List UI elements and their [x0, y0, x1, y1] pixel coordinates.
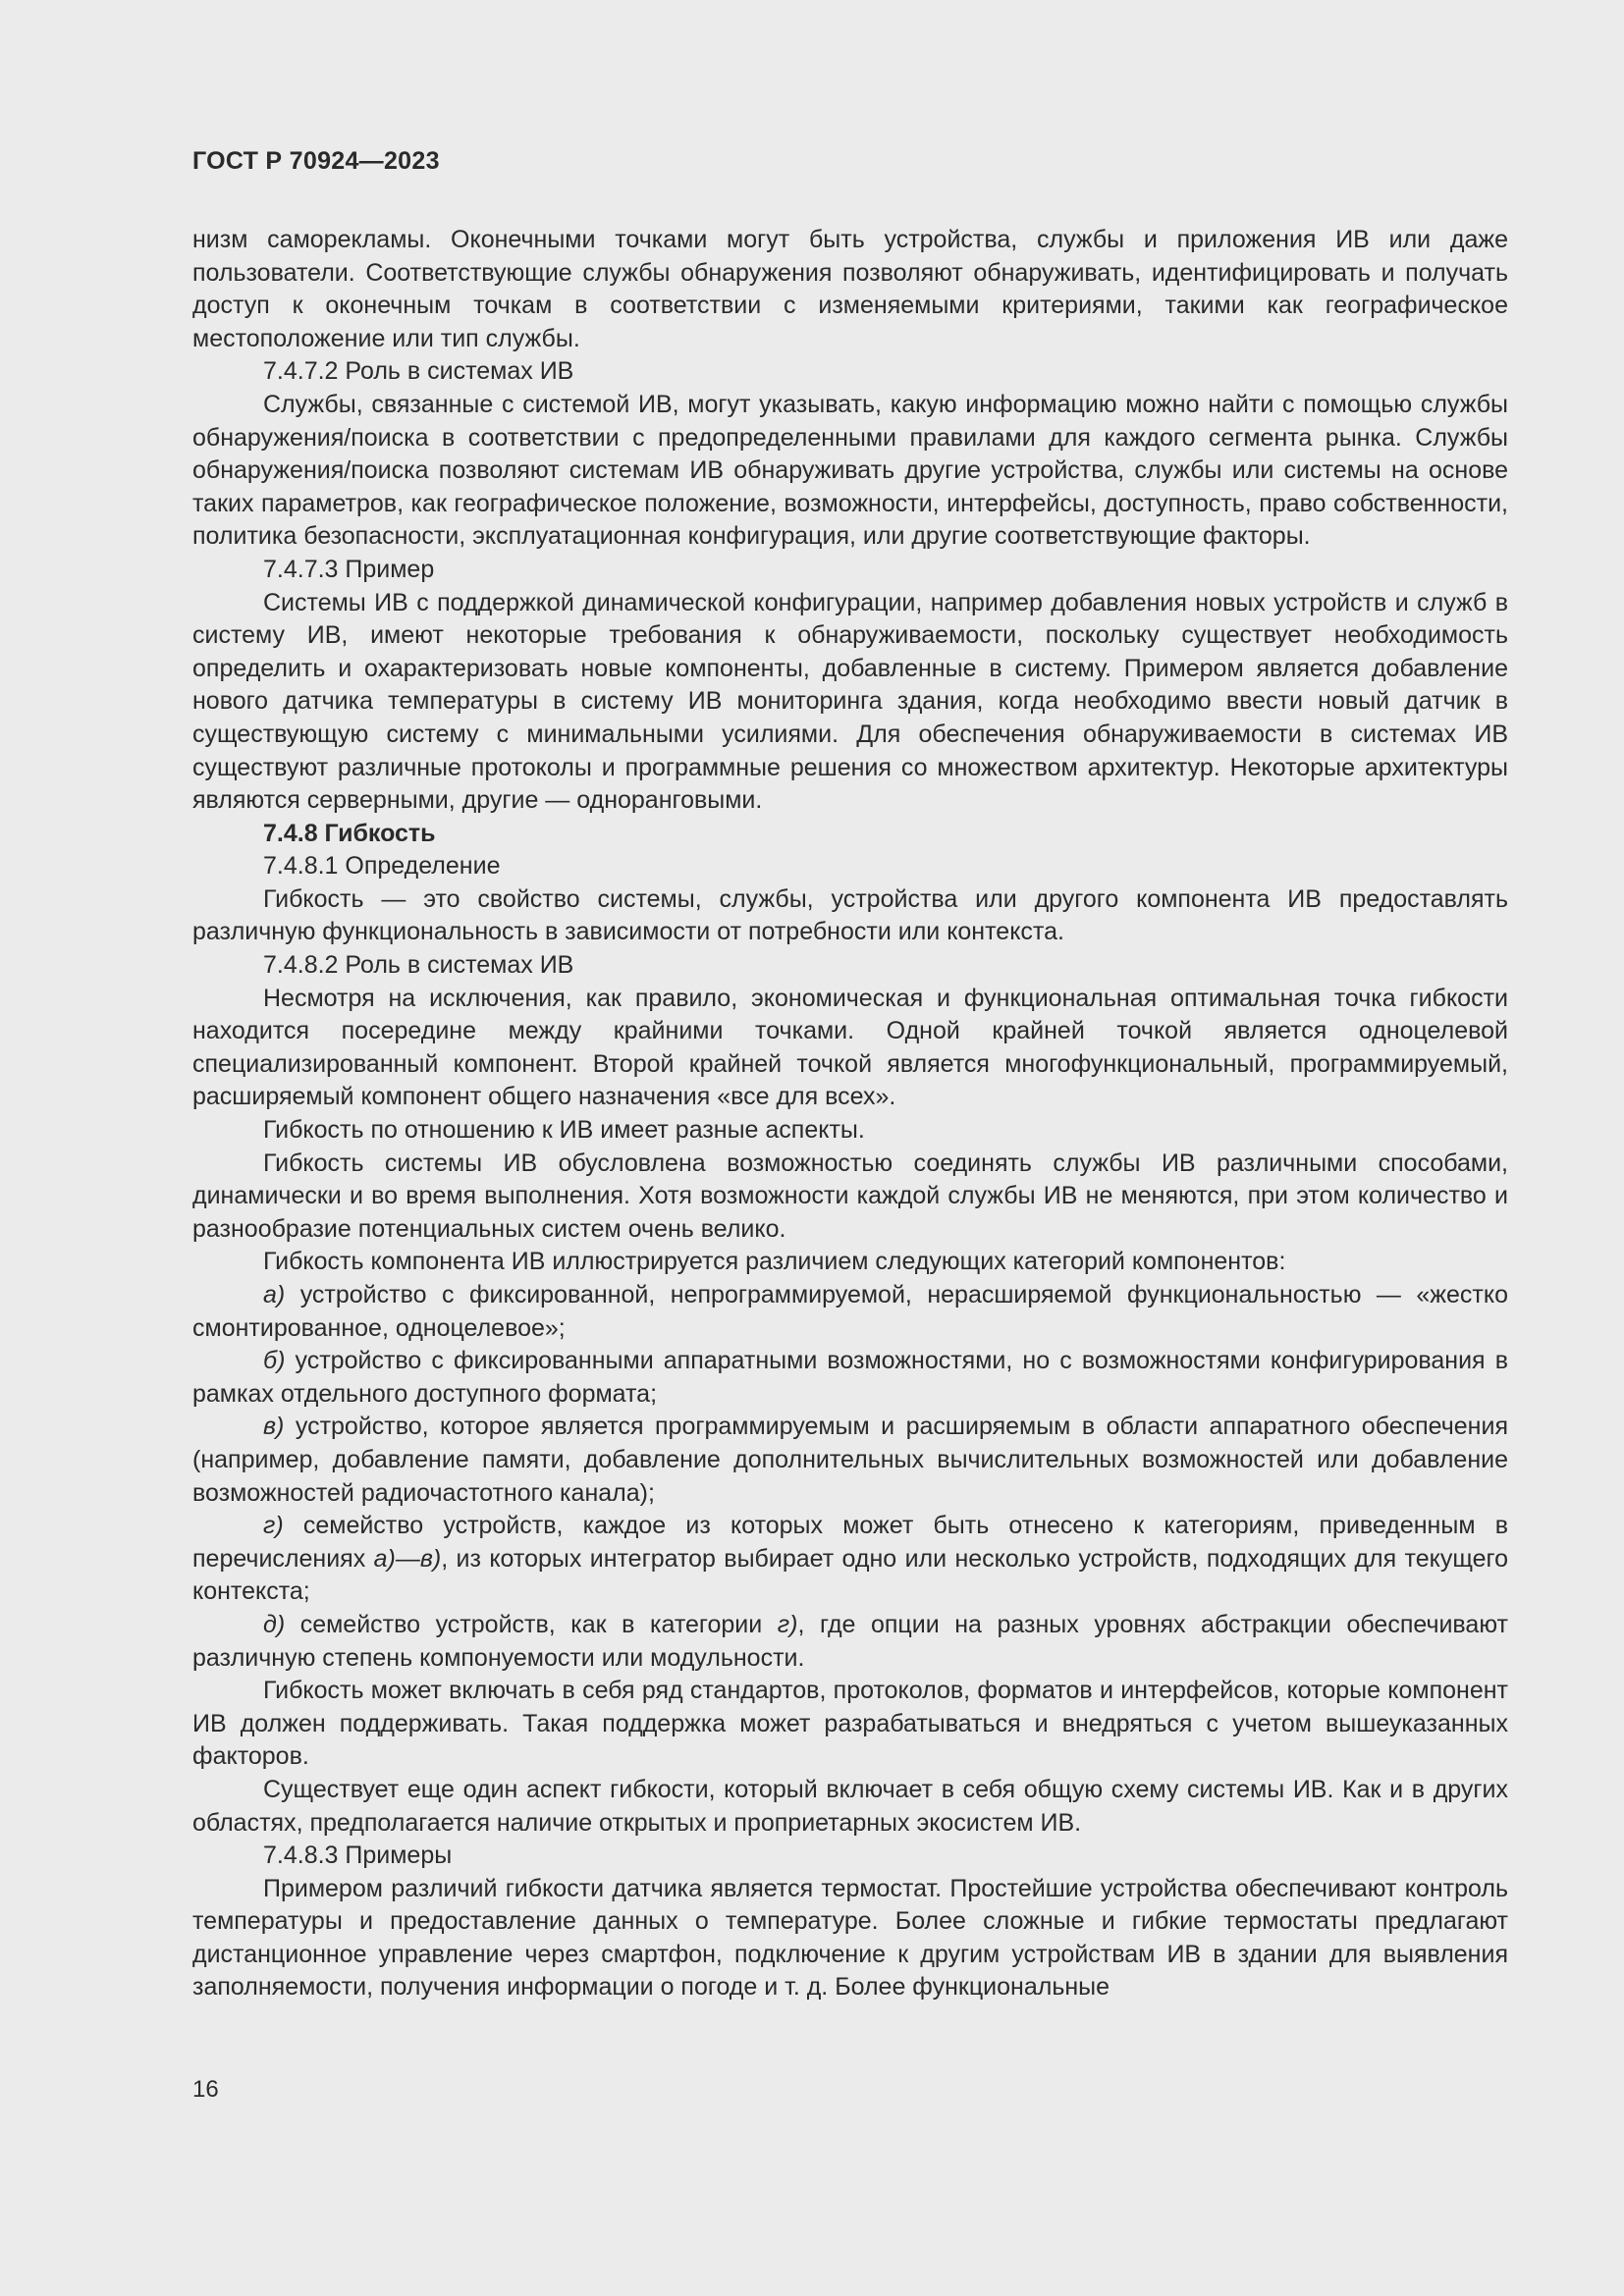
- document-header: ГОСТ Р 70924—2023: [192, 147, 440, 175]
- paragraph: Службы, связанные с системой ИВ, могут указывать, какую информацию можно найти с помощью службы обнаружения/поиска в соответствии с предопределенными правилами для каждого сегмента рынка. Службы обнаружения/поиска позволяют системам ИВ обнаруживать другие устройства, службы или системы на основе таких параметров, как географическое положение, возможности, интерфейсы, доступность, право собственности, политика безопасности, эксплуатационная конфигурация, или другие соответствующие факторы.: [192, 390, 1508, 551]
- section-heading: 7.4.8.1 Определение: [263, 852, 501, 881]
- list-item-text: устройство с фиксированной, непрограммируемой, нерасширяемой функциональностью — «жестко смонтированное, одноцелевое»;: [192, 1281, 1508, 1342]
- list-item: [192, 1279, 1508, 1345]
- list-item: [192, 1609, 1508, 1675]
- list-item-text: , где опции на разных уровнях абстракции обеспечивают различную степень компонуемости или модульности.: [192, 1610, 1508, 1672]
- section-heading-bold: 7.4.8 Гибкость: [263, 819, 436, 847]
- list-item: [192, 1345, 1508, 1411]
- list-reference: а)—в): [373, 1544, 442, 1573]
- list-reference: г): [777, 1610, 798, 1638]
- list-item-text: устройство с фиксированными аппаратными возможностями, но с возможностями конфигурирования в рамках отдельного доступного формата;: [192, 1347, 1508, 1408]
- paragraph: Системы ИВ с поддержкой динамической конфигурации, например добавления новых устройств и служб в систему ИВ, имеют некоторые требования к обнаруживаемости, поскольку существует необходимость определить и охарактеризовать новые компоненты, добавленные в систему. Примером является добавление нового датчика температуры в систему ИВ мониторинга здания, когда необходимо ввести новый датчик в существующую систему с минимальными усилиями. Для обеспечения обнаруживаемости в системах ИВ существуют различные протоколы и программные решения со множеством архитектур. Некоторые архитектуры являются серверными, другие — одноранговыми.: [192, 588, 1508, 815]
- list-item-text: устройство, которое является программируемым и расширяемым в области аппаратного обеспечения (например, добавление памяти, добавление дополнительных вычислительных возможностей или добавление возможностей радиочастотного канала);: [192, 1413, 1508, 1507]
- paragraph: Гибкость по отношению к ИВ имеет разные аспекты.: [263, 1116, 865, 1145]
- list-item-text: семейство устройств, как в категории: [285, 1610, 778, 1638]
- section-heading: 7.4.8.3 Примеры: [263, 1842, 453, 1870]
- paragraph: Несмотря на исключения, как правило, экономическая и функциональная оптимальная точка гибкости находится посередине между крайними точками. Одной крайней точкой является одноцелевой специализированный компонент. Второй крайней точкой является многофункциональный, программируемый, расширяемый компонент общего назначения «все для всех».: [192, 984, 1508, 1111]
- paragraph: Гибкость — это свойство системы, службы, устройства или другого компонента ИВ предоставлять различную функциональность в зависимости от потребности или контекста.: [192, 884, 1508, 946]
- list-marker: а): [263, 1281, 286, 1308]
- list-item: [192, 1411, 1508, 1510]
- document-body: [192, 224, 1508, 2004]
- section-heading: 7.4.8.2 Роль в системах ИВ: [263, 951, 574, 980]
- page-number: 16: [192, 2076, 219, 2103]
- list-item: [192, 1510, 1508, 1609]
- list-marker: в): [263, 1413, 285, 1441]
- section-heading: 7.4.7.2 Роль в системах ИВ: [263, 357, 574, 386]
- section-heading: 7.4.7.3 Пример: [263, 555, 435, 583]
- list-item-text: семейство устройств, каждое из которых может быть отнесено к категориям, приведенным в перечислениях: [192, 1512, 1508, 1573]
- list-marker: б): [263, 1347, 286, 1375]
- paragraph: Существует еще один аспект гибкости, который включает в себя общую схему системы ИВ. Как и в других областях, предполагается наличие открытых и проприетарных экосистем ИВ.: [192, 1775, 1508, 1837]
- paragraph: Гибкость может включать в себя ряд стандартов, протоколов, форматов и интерфейсов, которые компонент ИВ должен поддерживать. Такая поддержка может разрабатываться и внедряться с учетом вышеуказанных факторов.: [192, 1677, 1508, 1771]
- list-item-text: , из которых интегратор выбирает одно или несколько устройств, подходящих для текущего контекста;: [192, 1544, 1509, 1606]
- list-marker: г): [263, 1512, 284, 1540]
- paragraph: Гибкость системы ИВ обусловлена возможностью соединять службы ИВ различными способами, динамически и во время выполнения. Хотя возможности каждой службы ИВ не меняются, при этом количество и разнообразие потенциальных систем очень велико.: [192, 1148, 1508, 1243]
- paragraph: Примером различий гибкости датчика является термостат. Простейшие устройства обеспечивают контроль температуры и предоставление данных о температуре. Более сложные и гибкие термостаты предлагают дистанционное управление через смартфон, подключение к другим устройствам ИВ в здании для выявления заполняемости, получения информации о погоде и т. д. Более функциональные: [192, 1874, 1508, 2002]
- paragraph: Гибкость компонента ИВ иллюстрируется различием следующих категорий компонентов:: [263, 1248, 1286, 1276]
- list-marker: д): [263, 1610, 286, 1638]
- paragraph: низм саморекламы. Оконечными точками могут быть устройства, службы и приложения ИВ или даже пользователи. Соответствующие службы обнаружения позволяют обнаруживать, идентифицировать и получать доступ к оконечным точкам в соответствии с изменяемыми критериями, такими как географическое местоположение или тип службы.: [192, 226, 1508, 352]
